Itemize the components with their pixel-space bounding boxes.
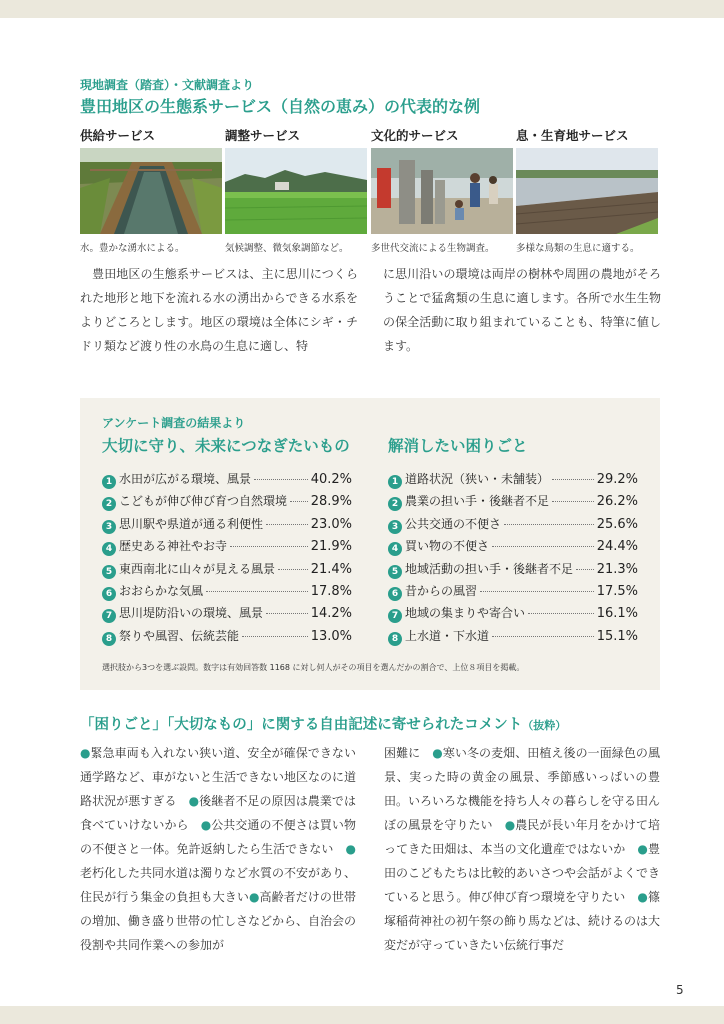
item-percent: 13.0% — [310, 628, 352, 644]
bullet-icon: ● — [504, 818, 516, 832]
list-item — [388, 582, 638, 604]
service-name: 文化的サービス — [371, 128, 459, 143]
item-label: 地域活動の担い手・後継者不足 — [405, 561, 574, 576]
leader-dots — [576, 569, 594, 570]
service-cultural — [371, 126, 513, 254]
item-label: 昔からの風習 — [405, 583, 478, 598]
rank-badge: 7 — [102, 609, 116, 623]
item-label: 買い物の不便さ — [405, 539, 490, 554]
rank-badge: 5 — [388, 565, 402, 579]
comment-text: 篠塚稲荷神社の初午祭の飾り馬などは、続けるのは大変だが守っていきたい伝統行事だ — [384, 890, 661, 952]
service-supply — [80, 126, 222, 254]
rank-badge: 2 — [388, 497, 402, 511]
item-label: 農業の担い手・後継者不足 — [405, 494, 550, 509]
list-item — [388, 537, 638, 559]
comment-text: 豊田のこどもたちは比較的あいさつや会話がよくできていると思う。伸び伸び育つ環境を守りたい — [384, 842, 661, 904]
list-item — [102, 492, 352, 514]
item-label: 歴史ある神社やお寺 — [119, 539, 228, 554]
item-label: 東西南北に山々が見える風景 — [119, 561, 276, 576]
leader-dots — [492, 636, 594, 637]
item-percent: 16.1% — [596, 606, 638, 622]
item-label: 思川駅や県道が通る利便性 — [119, 516, 264, 531]
item-label: 水田が広がる環境、風景 — [119, 472, 252, 486]
rank-badge: 4 — [388, 542, 402, 556]
rank-badge: 6 — [388, 587, 402, 601]
list-item — [388, 604, 638, 626]
comment-text: 農民が長い年月をかけて培ってきた田畑は、本当の文化遺産ではないか — [384, 818, 660, 856]
comment-text: 後継者不足の原因は農業では食べていけないから — [80, 794, 356, 832]
leader-dots — [528, 613, 594, 614]
item-percent: 15.1% — [596, 628, 638, 644]
flooded-field-photo — [516, 148, 658, 234]
comments-right-column — [384, 741, 660, 957]
comments-title-main: 「困りごと」「大切なもの」に関する自由記述に寄せられたコメント — [80, 717, 523, 733]
bullet-icon: ● — [637, 890, 648, 904]
leader-dots — [480, 591, 594, 592]
service-caption: 多様な鳥類の生息に適する。 — [516, 243, 640, 254]
top-band — [0, 0, 724, 18]
item-percent: 25.6% — [596, 516, 638, 532]
item-label: おおらかな気風 — [119, 583, 204, 598]
item-percent: 17.8% — [310, 583, 352, 599]
item-label: 地域の集まりや寄合い — [405, 606, 526, 621]
rank-badge: 2 — [102, 497, 116, 511]
item-percent: 17.5% — [596, 583, 638, 599]
leader-dots — [492, 546, 594, 547]
list-item — [102, 515, 352, 537]
leader-dots — [266, 613, 308, 614]
comment-text: 高齢者だけの世帯の増加、働き盛り世帯の忙しさなどから、自治会の役割や共同作業への参加が — [80, 890, 357, 952]
service-habitat — [516, 126, 658, 254]
service-name: 供給サービス — [80, 128, 156, 143]
list-item — [102, 582, 352, 604]
survey-label: アンケート調査の結果より — [102, 416, 246, 430]
survey-note: 選択肢から3つを選ぶ設問。数字は有効回答数 1168 に対し何人がその項目を選んだかの割合で、上位８項目を掲載。 — [102, 663, 525, 672]
spring-water-photo — [80, 148, 222, 234]
survey-panel — [80, 398, 660, 690]
bullet-icon: ● — [80, 746, 91, 760]
comments-left-column — [80, 741, 356, 957]
comment-text: 困難に — [384, 746, 433, 760]
stone-monuments-photo — [371, 148, 513, 234]
item-percent: 21.4% — [310, 561, 352, 577]
comment-text: 緊急車両も入れない狭い道、安全が確保できない通学路など、車がないと生活できない地区なのに道路状況が悪すぎる — [80, 746, 357, 808]
item-percent: 23.0% — [310, 516, 352, 532]
rice-paddy-photo — [225, 148, 367, 234]
list-item — [388, 560, 638, 582]
rank-badge: 3 — [102, 520, 116, 534]
bullet-icon: ● — [188, 794, 200, 808]
concerns-list — [388, 470, 638, 649]
bullet-icon: ● — [345, 842, 356, 856]
list-item — [102, 627, 352, 649]
item-percent: 21.3% — [596, 561, 638, 577]
service-regulating — [225, 126, 367, 254]
bottom-band — [0, 1006, 724, 1024]
rank-badge: 3 — [388, 520, 402, 534]
rank-badge: 6 — [102, 587, 116, 601]
body-text-right: に思川沿いの環境は両岸の樹林や周囲の農地がそろうことで猛禽類の生息に適します。各所で水生生物の保全活動に取り組まれていることも、特筆に値します。 — [383, 267, 661, 353]
list-item — [388, 515, 638, 537]
body-text-left: 豊田地区の生態系サービスは、主に思川につくられた地形と地下を流れる水の湧出からできる水系をよりどころとします。地区の環境は全体にシギ・チドリ類など渡り性の水鳥の生息に適し、特 — [80, 267, 358, 353]
rank-badge: 8 — [102, 632, 116, 646]
keep-title: 大切に守り、未来につなぎたいもの — [102, 437, 350, 455]
item-percent: 14.2% — [310, 606, 352, 622]
list-item — [102, 560, 352, 582]
list-item — [102, 470, 352, 492]
item-label: 道路状況（狭い・未舗装） — [405, 472, 550, 486]
concerns-title: 解消したい困りごと — [388, 437, 528, 455]
service-name: 息・生育地サービス — [516, 128, 629, 143]
comments-title — [80, 713, 566, 734]
section-label: 現地調査（踏査）・文献調査より — [80, 78, 255, 92]
rank-badge: 1 — [388, 475, 402, 489]
service-name: 調整サービス — [225, 128, 301, 143]
item-label: 上水道・下水道 — [405, 628, 490, 643]
section-title: 豊田地区の生態系サービス（自然の恵み）の代表的な例 — [80, 97, 481, 116]
bullet-icon: ● — [200, 818, 212, 832]
leader-dots — [254, 479, 308, 480]
item-percent: 40.2% — [310, 472, 352, 487]
item-percent: 21.9% — [310, 539, 352, 555]
list-item — [388, 627, 638, 649]
rank-badge: 5 — [102, 565, 116, 579]
item-percent: 26.2% — [596, 494, 638, 510]
rank-badge: 1 — [102, 475, 116, 489]
bullet-icon: ● — [248, 890, 260, 904]
bullet-icon: ● — [432, 746, 443, 760]
item-label: 祭りや風習、伝統芸能 — [119, 628, 240, 643]
list-item — [102, 604, 352, 626]
item-label: こどもが伸び伸び育つ自然環境 — [119, 494, 288, 509]
comment-text: 老朽化した共同水道は濁りなど水質の不安があり、住民が行う集金の負担も大きい — [80, 866, 357, 904]
comments-title-suffix: （抜粋） — [522, 719, 567, 732]
item-label: 思川堤防沿いの環境、風景 — [119, 606, 264, 621]
list-item — [102, 537, 352, 559]
leader-dots — [290, 501, 308, 502]
leader-dots — [230, 546, 308, 547]
rank-badge: 7 — [388, 609, 402, 623]
leader-dots — [504, 524, 594, 525]
page-number: 5 — [676, 983, 684, 997]
leader-dots — [552, 501, 594, 502]
item-percent: 24.4% — [596, 539, 638, 555]
comment-text: 公共交通の不便さは買い物の不便さと一体。免許返納したら生活できない — [80, 818, 356, 856]
service-caption: 多世代交流による生物調査。 — [371, 243, 495, 254]
item-percent: 28.9% — [310, 494, 352, 510]
service-caption: 水。豊かな湧水による。 — [80, 243, 185, 254]
bullet-icon: ● — [637, 842, 648, 856]
leader-dots — [242, 636, 308, 637]
leader-dots — [206, 591, 308, 592]
item-percent: 29.2% — [596, 472, 638, 487]
leader-dots — [266, 524, 308, 525]
keep-list — [102, 470, 352, 649]
rank-badge: 8 — [388, 632, 402, 646]
rank-badge: 4 — [102, 542, 116, 556]
service-caption: 気候調整、微気象調節など。 — [225, 243, 349, 254]
list-item — [388, 492, 638, 514]
item-label: 公共交通の不便さ — [405, 516, 502, 531]
leader-dots — [552, 479, 594, 480]
comment-text: 寒い冬の麦畑、田植え後の一面緑色の風景、実った時の黄金の風景、季節感いっぱいの豊田。いろいろな機能を持ち人々の暮らしを守る田んぼの風景を守りたい — [384, 746, 661, 832]
leader-dots — [278, 569, 308, 570]
list-item — [388, 470, 638, 492]
